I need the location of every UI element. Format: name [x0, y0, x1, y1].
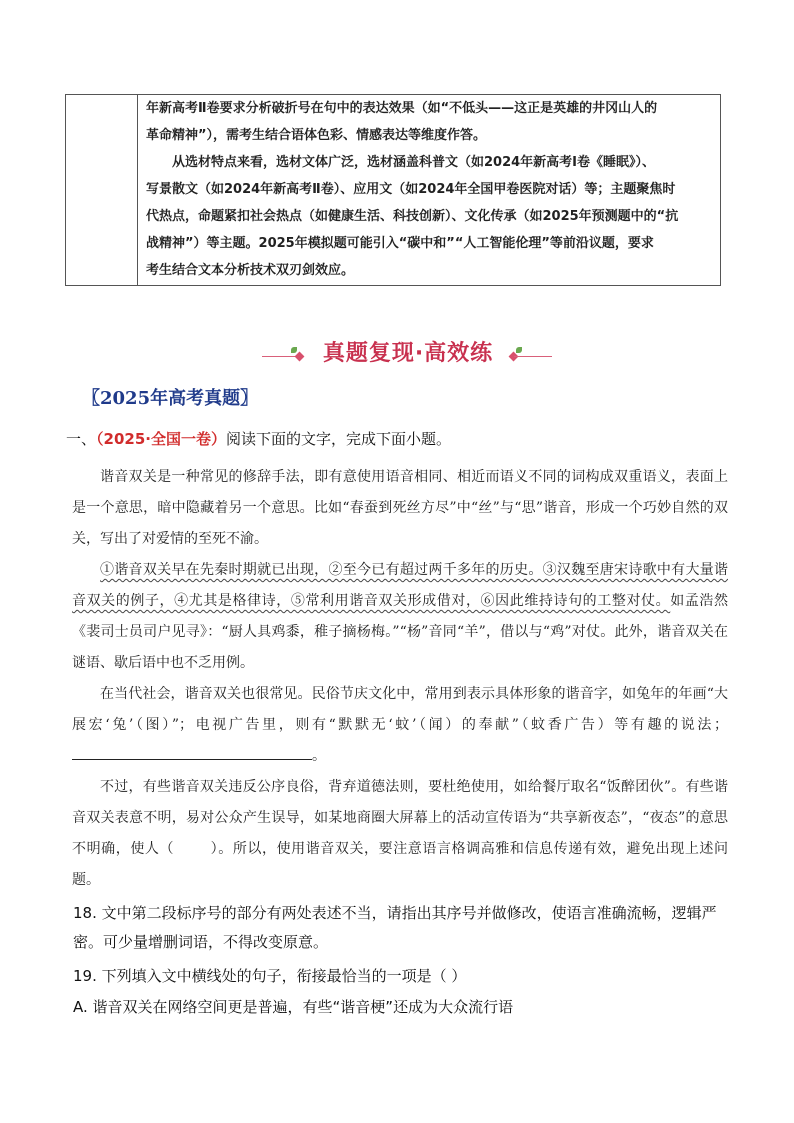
- passage-paragraph-1: 谐音双关是一种常见的修辞手法，即有意使用语音相同、相近而语义不同的词构成双重语义，表面上是一个意思，暗中隐藏着另一个意思。比如“春蚕到死丝方尽”中“丝”与“思”谐音，形成一个巧妙自然的双关，写出了对爱情的至死不渝。: [72, 469, 728, 547]
- passage-paragraph-4: [72, 772, 728, 896]
- passage-paragraph-2: [72, 555, 728, 679]
- banner-title: 真题复现·高效练: [322, 341, 494, 366]
- table-line: 战精神”）等主题。2025年模拟题可能引入“碳中和”“人工智能伦理”等前沿议题，要求: [146, 236, 654, 251]
- paragraph-3-end: 。: [312, 748, 326, 764]
- table-line: 写景散文（如2024年新高考Ⅱ卷）、应用文（如2024年全国甲卷医院对话）等；主题聚焦时: [146, 182, 676, 197]
- question-instruction: 阅读下面的文字，完成下面小题。: [225, 430, 451, 448]
- banner-leaf-icon: [291, 347, 297, 353]
- numbered-sentences: ①谐音双关早在先秦时期就已出现，②至今已有超过两千多年的历史。③汉魏至唐宋诗歌中有大量谐音双关的例子，④尤其是格律诗，⑤常利用谐音双关形成借对，⑥因此维持诗句的工整对仗。: [72, 562, 728, 609]
- paragraph-2-rest: 如孟浩然《裴司士员司户见寻》：“厨人具鸡黍，稚子摘杨梅。”“杨”音同“羊”，借以与“鸡”对仗。此外，谐音双关在谜语、歇后语中也不乏用例。: [72, 593, 729, 671]
- table-cell-text: [146, 95, 714, 284]
- table-line: 革命精神”），需考生结合语体色彩、情感表达等维度作答。: [146, 128, 487, 143]
- reading-passage: [72, 462, 728, 896]
- section-heading: 〖2025年高考真题〗: [82, 388, 259, 409]
- table-line: 从选材特点来看，选材文体广泛，选材涵盖科普文（如2024年新高考Ⅰ卷《睡眠》）、: [172, 155, 656, 170]
- question-number: 一、: [66, 430, 97, 448]
- section-banner: [0, 334, 794, 370]
- passage-paragraph-3: [72, 679, 728, 772]
- paragraph-4-text: 不过，有些谐音双关违反公序良俗，背弃道德法则，要杜绝使用，如给餐厅取名“饭醉团伙”。有些谐音双关表意不明，易对公众产生误导，如某地商圈大屏幕上的活动宣传语为“共享新夜态”，“夜态”的意思不明确，使人（: [72, 779, 728, 857]
- fill-in-blank[interactable]: [72, 745, 312, 760]
- question-intro: [66, 428, 451, 449]
- banner-leaf-icon: [516, 347, 522, 353]
- question-source-tag: （2025·全国一卷）: [96, 430, 226, 448]
- banner-diamond-icon: [295, 352, 305, 362]
- question-19: 19. 下列填入文中横线处的句子，衔接最恰当的一项是（ ）: [73, 967, 467, 985]
- paragraph-4-text-end: ）。所以，使用谐音双关，要注意语言格调高雅和信息传递有效，避免出现上述问题。: [72, 841, 729, 888]
- analysis-table: [65, 94, 721, 286]
- table-column-divider: [137, 95, 138, 285]
- table-line: 考生结合文本分析技术双刃剑效应。: [146, 263, 355, 278]
- banner-line-right: [514, 356, 552, 357]
- question-19-option-a[interactable]: A. 谐音双关在网络空间更是普遍，有些“谐音梗”还成为大众流行语: [73, 998, 514, 1016]
- table-line: 年新高考Ⅱ卷要求分析破折号在句中的表达效果（如“不低头——这正是英雄的井冈山人的: [146, 101, 658, 116]
- question-18: 18. 文中第二段标序号的部分有两处表述不当，请指出其序号并做修改，使语言准确流畅，逻辑严密。可少量增删词语，不得改变原意。: [73, 904, 717, 951]
- paragraph-3-text: 在当代社会，谐音双关也很常见。民俗节庆文化中，常用到表示具体形象的谐音字，如兔年的年画“大展宏‘兔’（图）”；电视广告里，则有“默默无‘蚊’（闻）的奉献”（蚊香广告）等有趣的说法；: [72, 686, 728, 733]
- table-line: 代热点，命题紧扣社会热点（如健康生活、科技创新）、文化传承（如2025年预测题中的“抗: [146, 209, 679, 224]
